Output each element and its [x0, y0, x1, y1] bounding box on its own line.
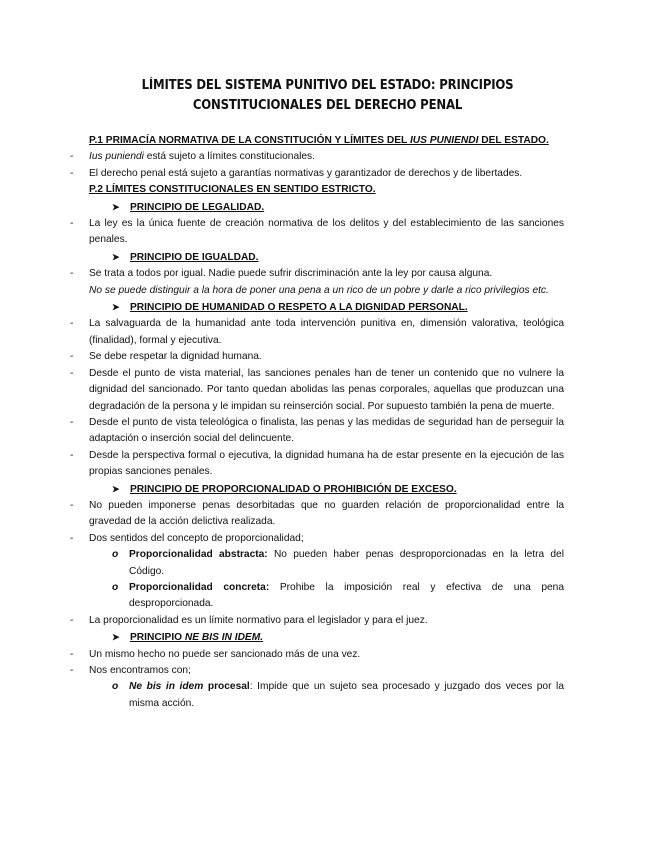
section-heading-p2: P.2 LÍMITES CONSTITUCIONALES EN SENTIDO ESTRICTO.: [89, 184, 376, 196]
subheading-ne-bis-in-idem: ➤ PRINCIPIO NE BIS IN IDEM.: [70, 629, 564, 646]
document-title: LÍMITES DEL SISTEMA PUNITIVO DEL ESTADO: PRINCIPIOS CONSTITUCIONALES DEL DERECHO PENAL: [141, 78, 514, 113]
list-item: - Nos encontramos con;: [70, 665, 191, 676]
subheading-humanidad: ➤ PRINCIPIO DE HUMANIDAD O RESPETO A LA DIGNIDAD PERSONAL.: [70, 299, 564, 316]
list-item: - Desde el punto de vista material, las sanciones penales han de tener un contenido que no vulnere la dignidad del sancionado. Por tanto quedan abolidas las penas corporales, aquellas que produzcan una degradación de la persona y le impidan su reinserción social. Por supuesto también la pena de muerte.: [70, 367, 564, 412]
list-item: - La salvaguarda de la humanidad ante toda intervención punitiva en, dimensión valorativa, teológica (finalidad), formal y ejecutiva.: [70, 318, 564, 346]
sub-bullet-item: o Proporcionalidad abstracta: No pueden haber penas desproporcionadas en la letra del Código.: [70, 547, 564, 580]
document-body: [70, 133, 564, 712]
list-item: - Se trata a todos por igual. Nadie puede sufrir discriminación ante la ley por causa alguna.: [70, 268, 493, 280]
list-item: - La proporcionalidad es un límite normativo para el legislador y para el juez.: [70, 614, 428, 626]
arrow-bullet-icon: ➤: [112, 251, 120, 262]
dash-marker: -: [70, 167, 74, 179]
arrow-bullet-icon: ➤: [112, 201, 120, 212]
list-item: - Desde el punto de vista teleológica o finalista, las penas y las medidas de seguridad han de perseguir la adaptación o inserción social del delincuente.: [70, 416, 564, 445]
arrow-bullet-icon: ➤: [112, 302, 120, 313]
circle-bullet-icon: o: [112, 549, 119, 561]
circle-bullet-icon: o: [112, 581, 119, 593]
arrow-bullet-icon: ➤: [112, 483, 120, 494]
list-item: - No pueden imponerse penas desorbitadas que no guarden relación de proporcionalidad entre la gravedad de la acción delictiva realizada.: [70, 499, 564, 528]
subheading-legalidad: ➤ PRINCIPIO DE LEGALIDAD.: [70, 199, 564, 216]
arrow-bullet-icon: ➤: [112, 632, 120, 643]
subheading-igualdad: ➤ PRINCIPIO DE IGUALDAD.: [70, 249, 564, 266]
circle-bullet-icon: o: [112, 681, 119, 693]
list-item: - La ley es la única fuente de creación normativa de los delitos y del establecimiento de las sanciones penales.: [70, 218, 564, 246]
list-item: - Un mismo hecho no puede ser sancionado más de una vez.: [70, 648, 361, 660]
sub-bullet-item: o Ne bis in idem procesal: Impide que un sujeto sea procesado y juzgado dos veces por la misma acción.: [70, 679, 564, 712]
subheading-proporcionalidad: ➤ PRINCIPIO DE PROPORCIONALIDAD O PROHIBICIÓN DE EXCESO.: [70, 481, 564, 498]
sub-bullet-item: o Proporcionalidad concreta: Prohibe la imposición real y efectiva de una pena desproporcionada.: [70, 580, 564, 613]
list-item: - Ius puniendi está sujeto a límites constitucionales.: [70, 149, 564, 165]
italic-note: No se puede distinguir a la hora de poner una pena a un rico de un pobre y darle a rico privilegios etc.: [89, 284, 549, 296]
list-item: - El derecho penal está sujeto a garantías normativas y garantizador de derechos y de libertades.: [70, 166, 564, 182]
list-item: - Dos sentidos del concepto de proporcionalidad;: [70, 532, 304, 544]
dash-marker: -: [70, 151, 74, 163]
list-item: - Desde la perspectiva formal o ejecutiva, la dignidad humana ha de estar presente en la ejecución de las propias sanciones penales.: [70, 449, 564, 478]
section-heading-p1: P.1 PRIMACÍA NORMATIVA DE LA CONSTITUCIÓN Y LÍMITES DEL IUS PUNIENDI DEL ESTADO.: [89, 135, 549, 146]
list-item: - Se debe respetar la dignidad humana.: [70, 351, 262, 363]
